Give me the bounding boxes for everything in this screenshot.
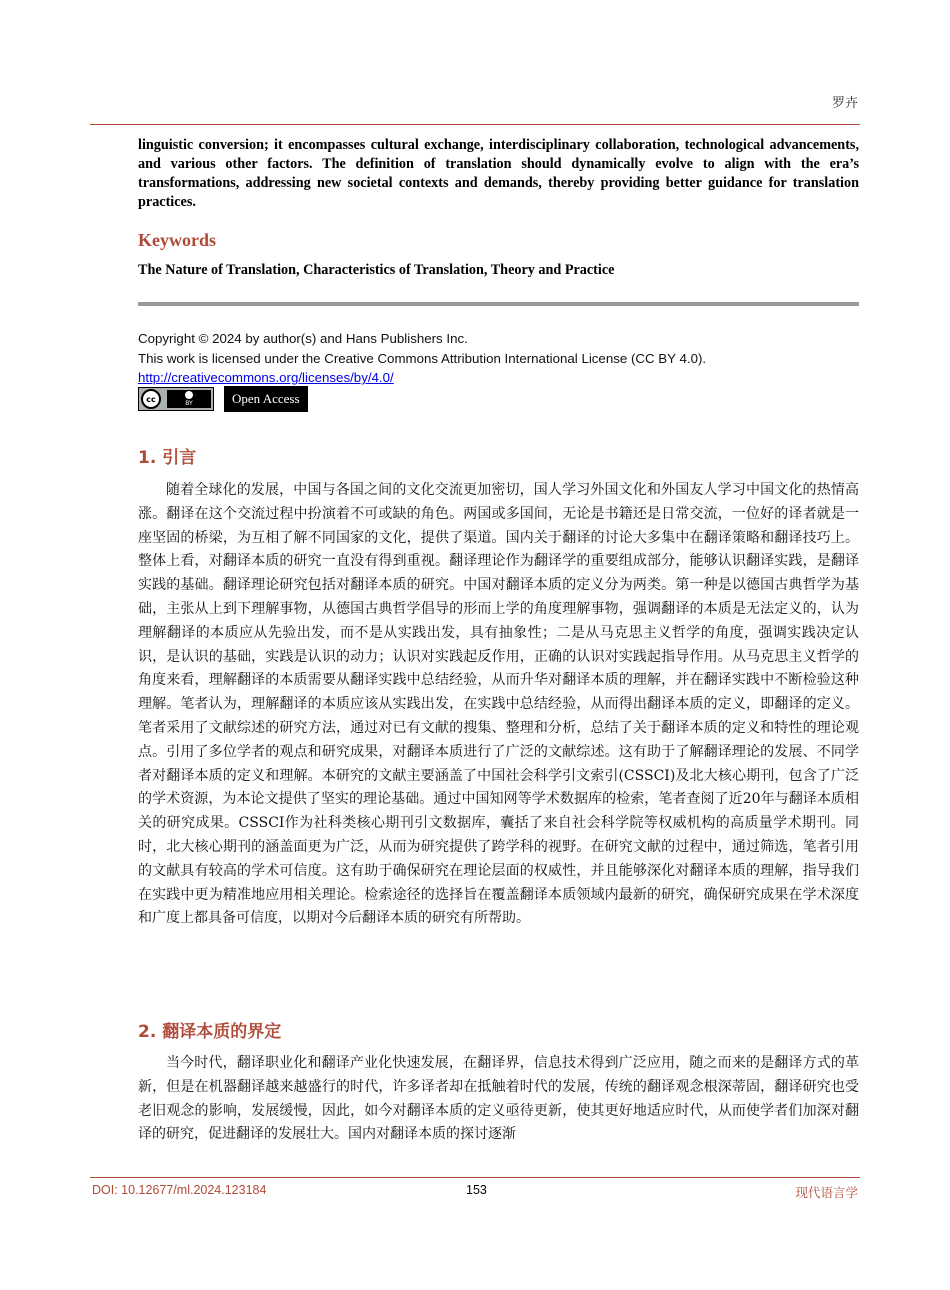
- header-divider: [90, 124, 860, 125]
- section-title-introduction: 1. 引言: [138, 448, 197, 468]
- license-line: This work is licensed under the Creative Commons Attribution International License (CC BY 4.0).: [138, 350, 707, 366]
- copyright-line: Copyright © 2024 by author(s) and Hans Publishers Inc.: [138, 331, 468, 346]
- running-header-author: 罗卉: [831, 96, 858, 111]
- section-title-definition: 2. 翻译本质的界定: [138, 1022, 282, 1042]
- cc-by-badge[interactable]: [138, 387, 214, 411]
- license-badges: [138, 386, 308, 412]
- section-divider: [138, 302, 859, 306]
- person-icon: [185, 391, 193, 399]
- cc-icon: cc: [141, 389, 161, 409]
- journal-name[interactable]: 现代语言学: [795, 1185, 858, 1200]
- keywords-heading: Keywords: [138, 230, 216, 250]
- definition-paragraph: 当今时代，翻译职业化和翻译产业化快速发展，在翻译界，信息技术得到广泛应用，随之而来的是翻译方式的革新，但是在机器翻译越来越盛行的时代，许多译者却在抵触着时代的发展，传统的翻译观念根深蒂固，翻译研究也受老旧观念的影响，发展缓慢，因此，如今对翻译本质的定义亟待更新，使其更好地适应时代，从而使学者们加深对翻译的研究，促进翻译的发展壮大。国内对翻译本质的探讨逐渐: [138, 1055, 859, 1143]
- license-link[interactable]: http://creativecommons.org/licenses/by/4.0/: [138, 370, 394, 385]
- page-number: 153: [466, 1183, 487, 1197]
- abstract-text: linguistic conversion; it encompasses cultural exchange, interdisciplinary collaboration, technological advancements, and various other factors. The definition of translation should dynamically evolve to align with the era’s transformations, addressing new societal contexts and demands, thereby providing better guidance for translation practices.: [138, 137, 859, 210]
- footer-divider: [90, 1177, 860, 1178]
- copyright-block: [138, 329, 706, 388]
- footer-doi[interactable]: DOI: 10.12677/ml.2024.123184: [92, 1183, 267, 1197]
- keywords-list: The Nature of Translation, Characteristics of Translation, Theory and Practice: [138, 262, 615, 278]
- introduction-paragraph: 随着全球化的发展，中国与各国之间的文化交流更加密切，国人学习外国文化和外国友人学习中国文化的热情高涨。翻译在这个交流过程中扮演着不可或缺的角色。两国或多国间，无论是书籍还是日常交流，一位好的译者就是一座坚固的桥梁，为互相了解不同国家的文化，提供了渠道。国内关于翻译的讨论大多集中在翻译策略和翻译技巧上。整体上看，对翻译本质的研究一直没有得到重视。翻译理论作为翻译学的重要组成部分，能够认识翻译实践，是翻译实践的基础。翻译理论研究包括对翻译本质的研究。中国对翻译本质的定义分为两类。第一种是以德国古典哲学为基础，主张从上到下理解事物，从德国古典哲学倡导的形而上学的角度理解事物，强调翻译的本质是无法定义的，认为理解翻译的本质应从先验出发，而不是从实践出发，具有抽象性；二是从马克思主义哲学的角度，强调实践决定认识，是认识的基础，实践是认识的动力；认识对实践起反作用，正确的认识对实践起指导作用。从马克思主义哲学的角度来看，理解翻译的本质需要从翻译实践中总结经验，从而升华对翻译本质的理解，并在翻译实践中不断检验这种理解。笔者认为，理解翻译的本质应该从实践出发，在实践中总结经验，从而得出翻译本质的定义，即翻译的定义。笔者采用了文献综述的研究方法，通过对已有文献的搜集、整理和分析，总结了关于翻译本质的定义和特性的理论观点。引用了多位学者的观点和研究成果，对翻译本质进行了广泛的文献综述。这有助于了解翻译理论的发展、不同学者对翻译本质的定义和理解。本研究的文献主要涵盖了中国社会科学引文索引(CSSCI)及北大核心期刊，包含了广泛的学术资源，为本论文提供了坚实的理论基础。通过中国知网等学术数据库的检索，笔者查阅了近20年与翻译本质相关的研究成果。CSSCI作为社科类核心期刊引文数据库，囊括了来自社会科学院等权威机构的高质量学术期刊。同时，北大核心期刊的涵盖面更为广泛，从而为研究提供了跨学科的视野。在研究文献的过程中，通过筛选，笔者引用的文献具有较高的学术可信度。这有助于确保研究在理论层面的权威性，并且能够深化对翻译本质的理解，指导我们在实践中更为精准地应用相关理论。检索途径的选择旨在覆盖翻译本质领域内最新的研究，确保研究成果在学术深度和广度上都具备可信度，以期对今后翻译本质的研究有所帮助。: [138, 482, 859, 927]
- by-icon: [167, 390, 211, 408]
- by-label: BY: [185, 400, 193, 407]
- open-access-badge[interactable]: Open Access: [224, 386, 308, 412]
